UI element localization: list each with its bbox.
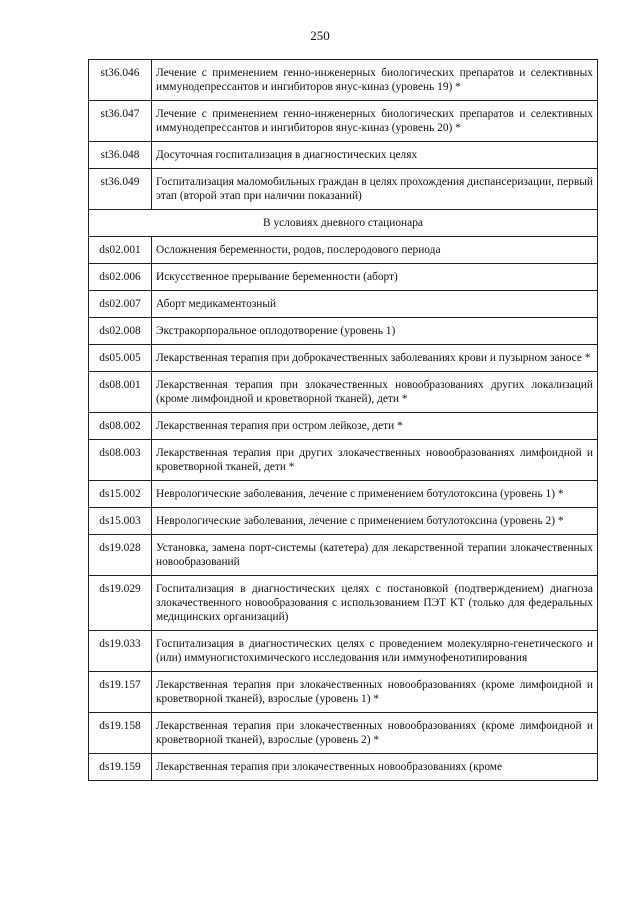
row-description: Лекарственная терапия при доброкачественных заболеваниях крови и пузырном заносе * [152,345,598,372]
row-code: ds19.159 [89,754,152,781]
row-description: Лекарственная терапия при злокачественных новообразованиях (кроме лимфоидной и кроветворной тканей), взрослые (уровень 2) * [152,713,598,754]
table-row [89,440,598,481]
row-description: Лечение с применением генно-инженерных биологических препаратов и селективных иммунодепрессантов и ингибиторов янус-киназ (уровень 20) * [152,101,598,142]
row-code: st36.049 [89,169,152,210]
row-description: Госпитализация маломобильных граждан в целях прохождения диспансеризации, первый этап (второй этап при наличии показаний) [152,169,598,210]
table-row [89,142,598,169]
row-description: Лекарственная терапия при остром лейкозе, дети * [152,413,598,440]
table-row [89,318,598,345]
row-description: Искусственное прерывание беременности (аборт) [152,264,598,291]
row-code: st36.047 [89,101,152,142]
table-row [89,535,598,576]
row-code: st36.046 [89,60,152,101]
row-description: Госпитализация в диагностических целях с постановкой (подтверждением) диагноза злокачественного новообразования с использованием ПЭТ КТ (только для федеральных медицинских организаций) [152,576,598,631]
table-row [89,508,598,535]
table-row [89,576,598,631]
row-code: ds15.003 [89,508,152,535]
row-description: Лечение с применением генно-инженерных биологических препаратов и селективных иммунодепрессантов и ингибиторов янус-киназ (уровень 19) * [152,60,598,101]
table-row [89,264,598,291]
table-row [89,481,598,508]
row-code: ds02.008 [89,318,152,345]
row-description: Неврологические заболевания, лечение с применением ботулотоксина (уровень 1) * [152,481,598,508]
table-row [89,101,598,142]
row-code: st36.048 [89,142,152,169]
code-table-body [89,60,598,781]
table-row [89,372,598,413]
row-description: Досуточная госпитализация в диагностических целях [152,142,598,169]
section-row [89,210,598,237]
row-description: Лекарственная терапия при злокачественных новообразованиях (кроме [152,754,598,781]
code-table [88,59,598,781]
row-description: Госпитализация в диагностических целях с проведением молекулярно-генетического и (или) иммуногистохимического исследования или иммунофенотипирования [152,631,598,672]
row-code: ds08.002 [89,413,152,440]
table-row [89,413,598,440]
table-row [89,345,598,372]
row-code: ds08.003 [89,440,152,481]
row-code: ds02.007 [89,291,152,318]
row-code: ds02.006 [89,264,152,291]
row-code: ds02.001 [89,237,152,264]
table-row [89,169,598,210]
row-code: ds19.033 [89,631,152,672]
row-description: Экстракорпоральное оплодотворение (уровень 1) [152,318,598,345]
page-number: 250 [310,28,330,43]
row-description: Неврологические заболевания, лечение с применением ботулотоксина (уровень 2) * [152,508,598,535]
row-code: ds19.028 [89,535,152,576]
row-code: ds19.158 [89,713,152,754]
row-description: Лекарственная терапия при других злокачественных новообразованиях лимфоидной и кроветворной тканей, дети * [152,440,598,481]
row-code: ds05.005 [89,345,152,372]
table-row [89,713,598,754]
row-description: Аборт медикаментозный [152,291,598,318]
row-description: Установка, замена порт-системы (катетера) для лекарственной терапии злокачественных новообразований [152,535,598,576]
row-description: Лекарственная терапия при злокачественных новообразованиях других локализаций (кроме лимфоидной и кроветворной тканей), дети * [152,372,598,413]
row-description: Лекарственная терапия при злокачественных новообразованиях (кроме лимфоидной и кроветворной тканей), взрослые (уровень 1) * [152,672,598,713]
table-row [89,237,598,264]
row-code: ds15.002 [89,481,152,508]
row-code: ds19.157 [89,672,152,713]
section-title: В условиях дневного стационара [89,210,598,237]
row-code: ds19.029 [89,576,152,631]
row-code: ds08.001 [89,372,152,413]
table-row [89,631,598,672]
row-description: Осложнения беременности, родов, послеродового периода [152,237,598,264]
table-row [89,60,598,101]
table-row [89,291,598,318]
table-row [89,754,598,781]
table-row [89,672,598,713]
